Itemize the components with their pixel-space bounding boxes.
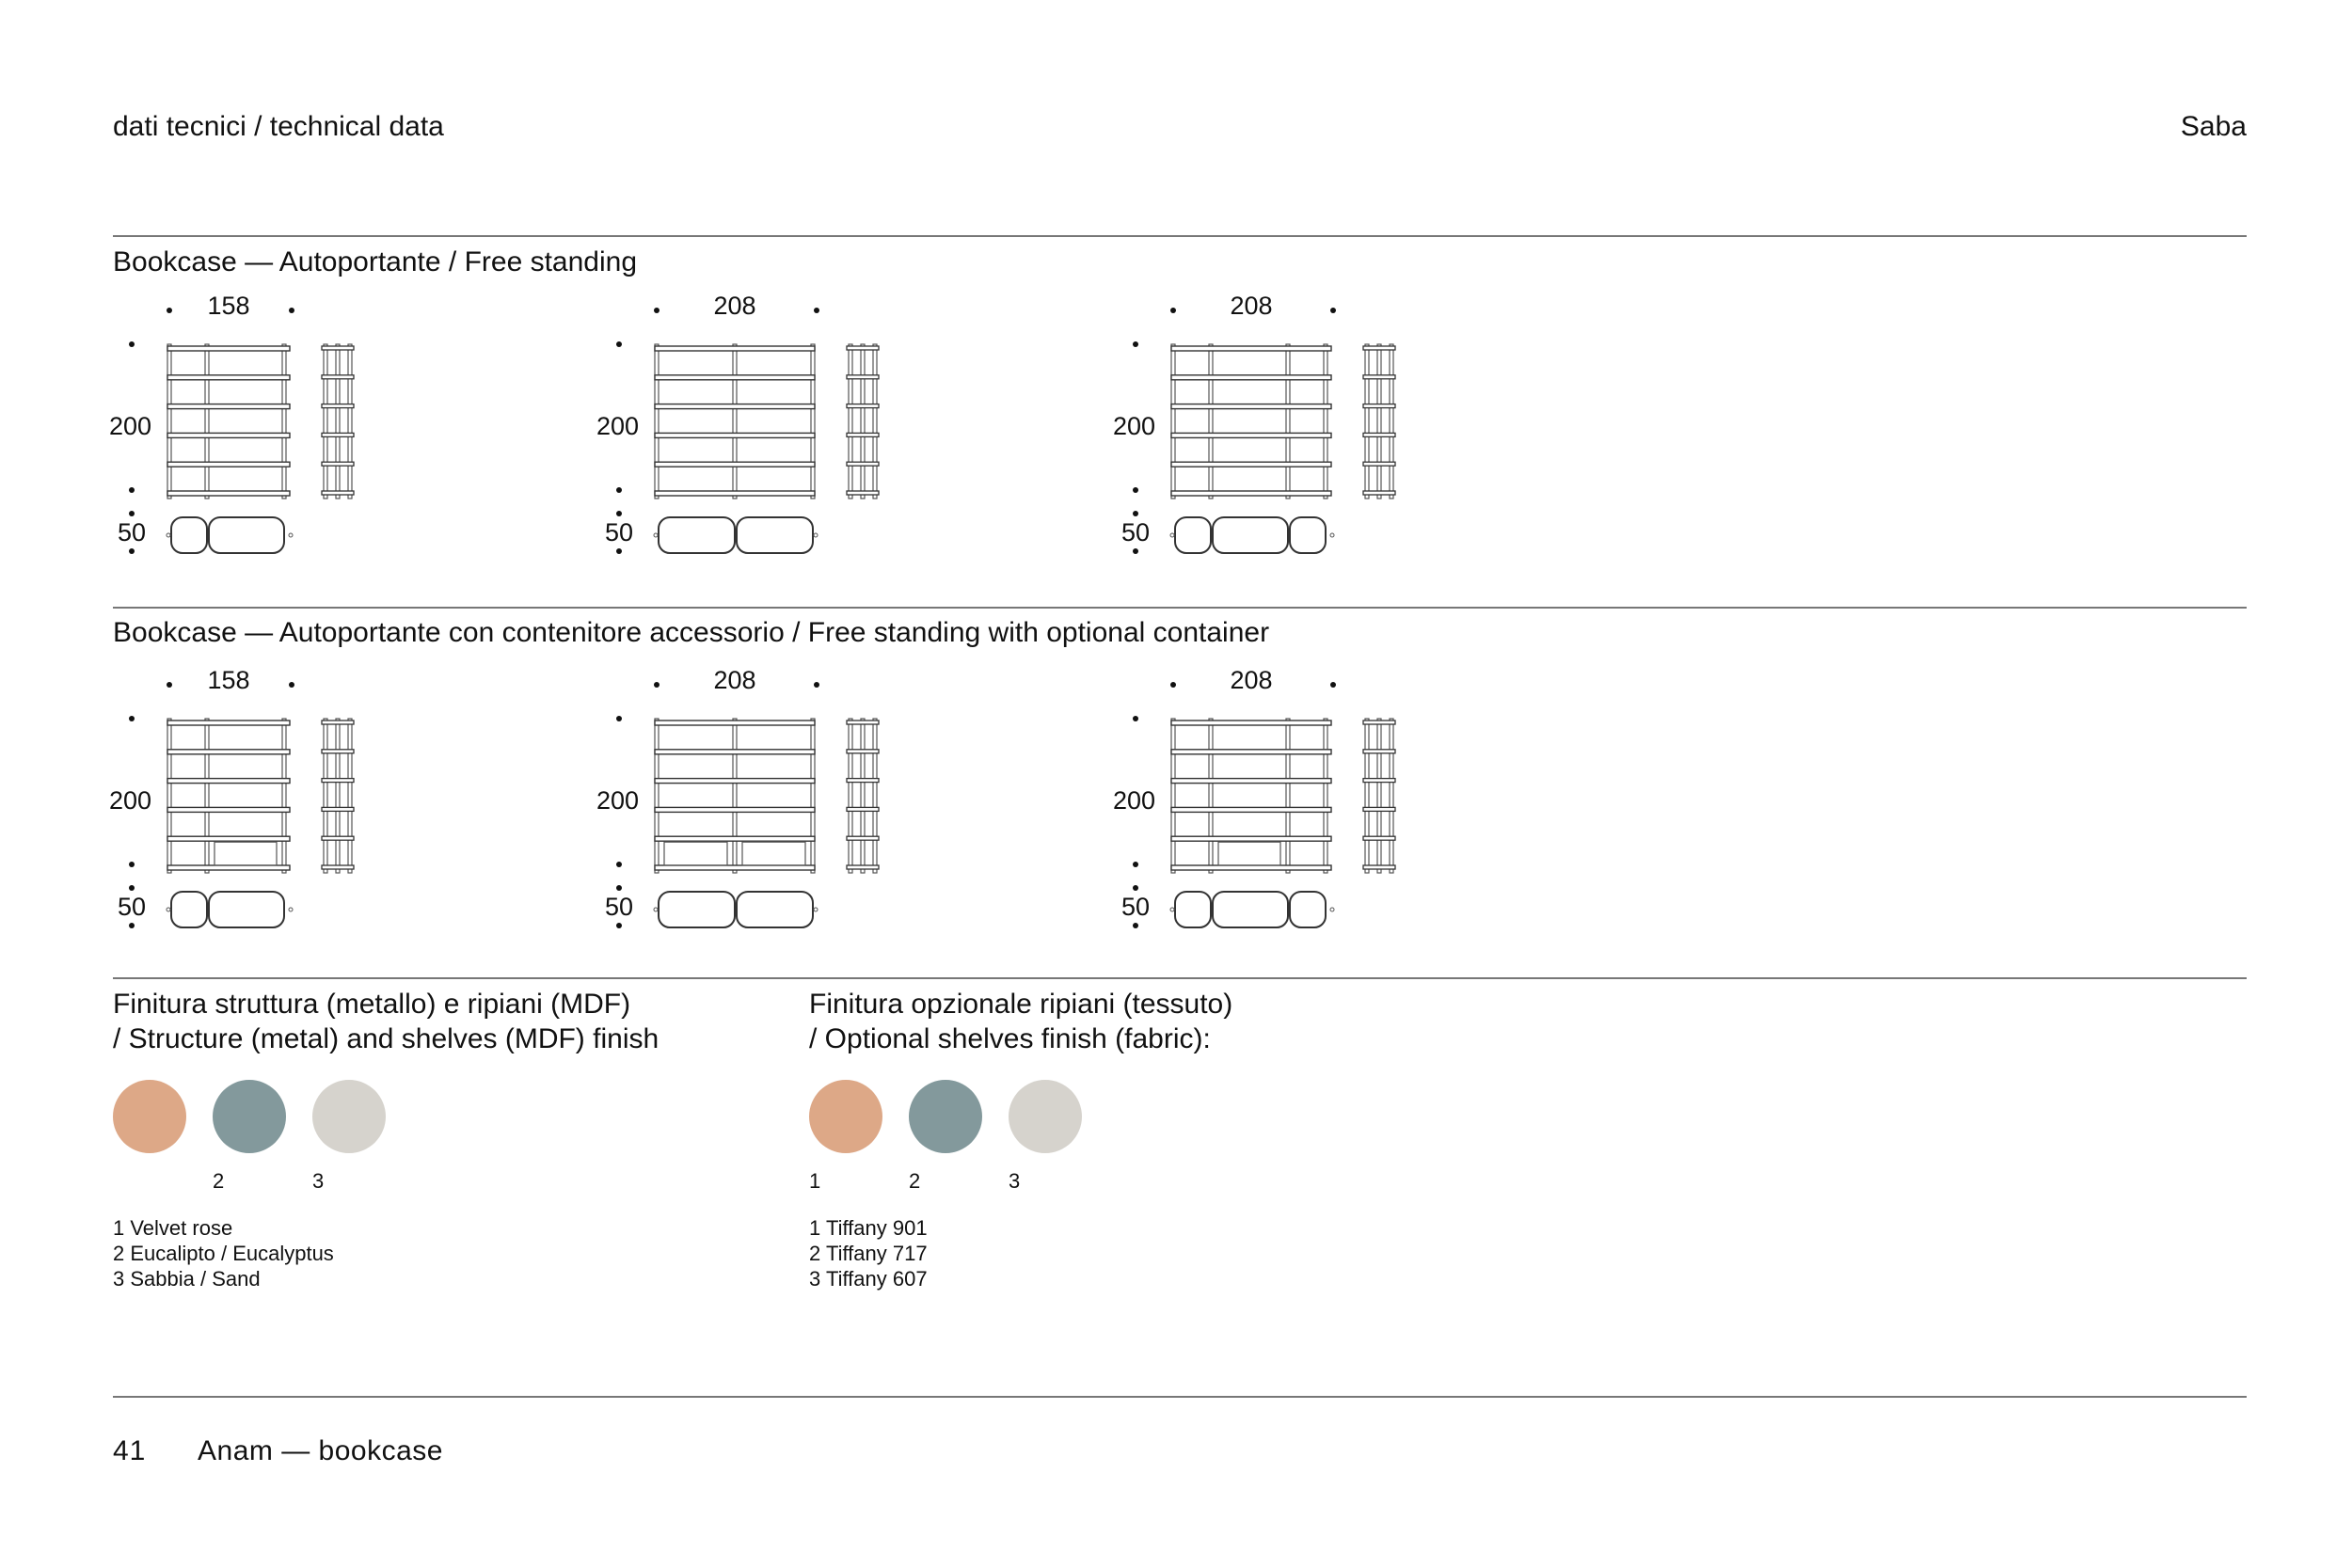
- page-number: 41: [113, 1435, 147, 1466]
- bookcase-drawing: [596, 666, 1014, 937]
- height-dimension: 200: [1113, 786, 1156, 815]
- depth-dimension: 50: [118, 893, 147, 921]
- height-dimension: 200: [596, 786, 640, 815]
- bookcase-drawing: [596, 292, 1014, 562]
- color-swatch: [113, 1080, 186, 1153]
- structure-finish-title-line1: Finitura struttura (metallo) e ripiani (MDF): [113, 989, 631, 1020]
- divider-footer: [113, 1396, 2247, 1398]
- color-swatch: [213, 1080, 286, 1153]
- document-section-label: dati tecnici / technical data: [113, 111, 444, 142]
- width-dimension: 208: [713, 666, 756, 694]
- depth-dimension: 50: [1121, 518, 1151, 546]
- depth-dimension: 50: [605, 893, 634, 921]
- width-dimension: 208: [1230, 666, 1273, 694]
- width-dimension: 158: [207, 666, 250, 694]
- bookcase-drawing: [1113, 666, 1531, 937]
- legend-item: 1 Velvet rose: [113, 1216, 233, 1240]
- fabric-finish-title: [809, 987, 1232, 1056]
- width-dimension: 208: [713, 292, 756, 320]
- legend-item: 2 Tiffany 717: [809, 1242, 928, 1265]
- bookcase-front-elevation: [600, 673, 1014, 937]
- structure-finish-legend: [113, 1215, 334, 1291]
- height-dimension: 200: [1113, 412, 1156, 440]
- bookcase-drawing: [109, 292, 527, 562]
- height-dimension: 200: [109, 412, 152, 440]
- section-title-free-standing: Bookcase — Autoportante / Free standing: [113, 246, 638, 277]
- width-dimension: 208: [1230, 292, 1273, 320]
- color-swatch: [312, 1080, 386, 1153]
- depth-dimension: 50: [605, 518, 634, 546]
- divider-top: [113, 235, 2247, 237]
- bookcase-front-elevation: [1117, 673, 1531, 937]
- product-name: Saba: [2180, 111, 2247, 142]
- swatch-number: 3: [1009, 1169, 1021, 1193]
- legend-item: 3 Sabbia / Sand: [113, 1267, 261, 1291]
- legend-item: 2 Eucalipto / Eucalyptus: [113, 1242, 334, 1265]
- bookcase-front-elevation: [600, 299, 1014, 562]
- fabric-finish-title-line2: / Optional shelves finish (fabric):: [809, 1023, 1211, 1054]
- legend-item: 3 Tiffany 607: [809, 1267, 928, 1291]
- bookcase-drawing: [109, 666, 527, 937]
- bookcase-front-elevation: [1117, 299, 1531, 562]
- height-dimension: 200: [109, 786, 152, 815]
- color-swatch: [809, 1080, 882, 1153]
- color-swatch: [1009, 1080, 1082, 1153]
- structure-finish-title: [113, 987, 659, 1056]
- swatch-number: 2: [213, 1169, 225, 1193]
- swatch-number: 3: [312, 1169, 325, 1193]
- legend-item: 1 Tiffany 901: [809, 1216, 928, 1240]
- bookcase-drawing: [1113, 292, 1531, 562]
- fabric-finish-title-line1: Finitura opzionale ripiani (tessuto): [809, 989, 1233, 1020]
- swatch-number: 2: [909, 1169, 921, 1193]
- fabric-finish-legend: [809, 1215, 928, 1291]
- footer-title: Anam — bookcase: [198, 1435, 443, 1466]
- bookcase-front-elevation: [113, 673, 527, 937]
- height-dimension: 200: [596, 412, 640, 440]
- depth-dimension: 50: [1121, 893, 1151, 921]
- swatch-number: 1: [809, 1169, 821, 1193]
- divider-middle: [113, 607, 2247, 609]
- depth-dimension: 50: [118, 518, 147, 546]
- width-dimension: 158: [207, 292, 250, 320]
- structure-finish-title-line2: / Structure (metal) and shelves (MDF) finish: [113, 1023, 660, 1054]
- section-title-optional-container: Bookcase — Autoportante con contenitore accessorio / Free standing with optional container: [113, 617, 1270, 648]
- color-swatch: [909, 1080, 982, 1153]
- bookcase-front-elevation: [113, 299, 527, 562]
- divider-finishes: [113, 977, 2247, 979]
